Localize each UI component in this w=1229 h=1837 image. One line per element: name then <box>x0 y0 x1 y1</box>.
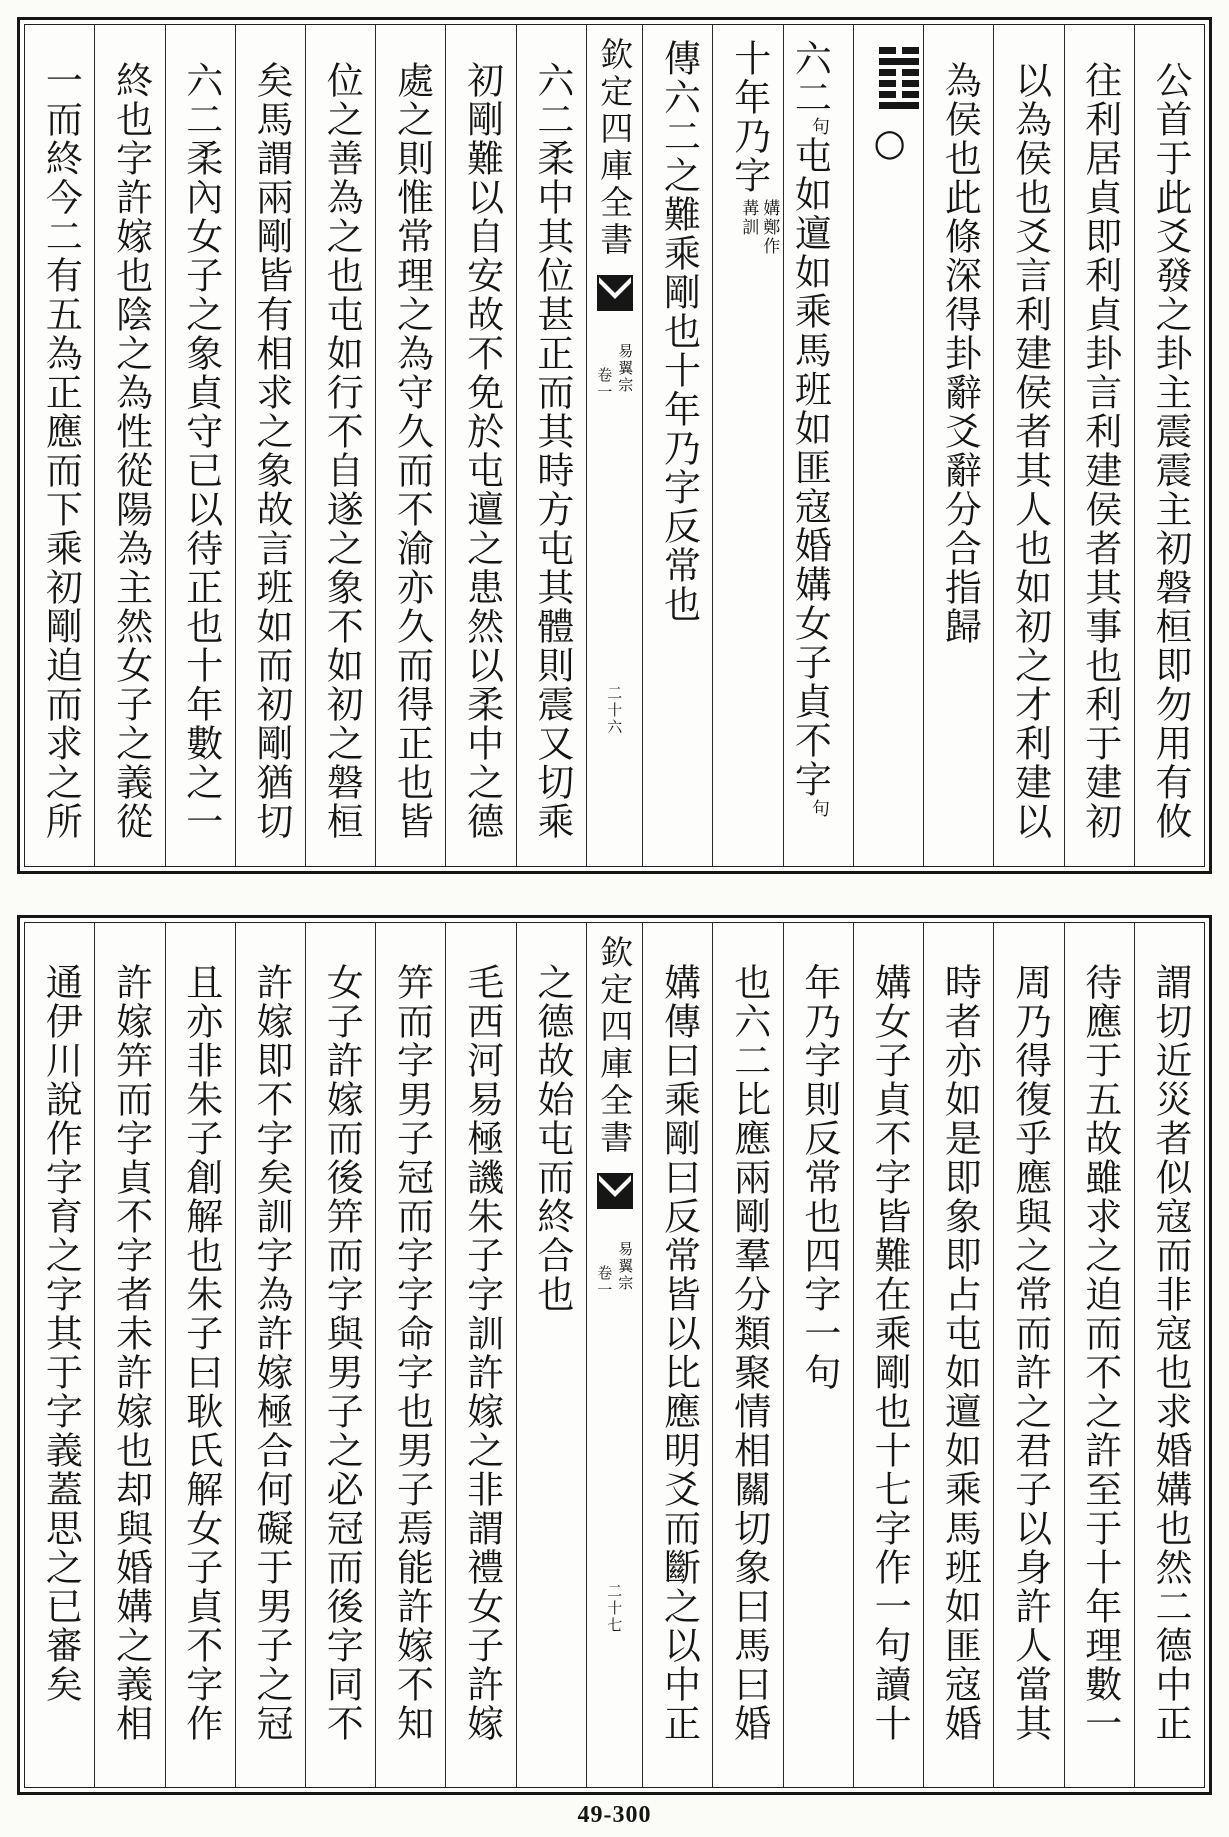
text-column <box>516 25 586 866</box>
column-text <box>1065 963 1134 1743</box>
margin-subtitle <box>587 343 642 423</box>
column-text <box>854 47 923 166</box>
column-text <box>784 963 853 1392</box>
column-text <box>376 963 445 1743</box>
text-segment: 媾女子貞不字皆難在乘剛也十七字作一句讀十 <box>868 963 912 1743</box>
margin-column <box>586 923 642 1787</box>
column-text <box>446 963 515 1743</box>
text-column <box>516 923 586 1787</box>
text-column <box>993 25 1063 866</box>
text-column <box>305 25 375 866</box>
column-text <box>643 963 712 1743</box>
column-text <box>236 963 305 1743</box>
text-segment: 傳六二之難乘剛也十年乃字反常也 <box>657 39 701 624</box>
text-segment: 也六二比應兩剛羣分類聚情相關切象曰馬曰婚 <box>727 963 771 1743</box>
text-column <box>1134 923 1204 1787</box>
margin-title: 欽定四庫全書 <box>595 37 635 259</box>
text-segment: 年乃字則反常也四字一句 <box>797 963 841 1392</box>
fish-tail-mark-icon <box>595 1173 635 1211</box>
text-segment: 終也字許嫁也陰之為性從陽為主然女子之義從 <box>109 61 153 841</box>
column-text <box>25 963 94 1704</box>
text-column <box>783 923 853 1787</box>
column-text <box>1135 963 1204 1743</box>
column-text <box>1135 61 1204 841</box>
column-text <box>643 39 712 624</box>
column-text <box>924 963 993 1743</box>
text-segment: 矣馬謂兩剛皆有相求之象故言班如而初剛猶切 <box>250 61 293 841</box>
column-text <box>306 61 375 841</box>
text-column <box>712 25 782 866</box>
text-column <box>853 25 923 866</box>
text-column <box>94 25 164 866</box>
margin-title: 欽定四庫全書 <box>595 935 635 1157</box>
text-column <box>165 25 235 866</box>
interlinear-note: 句 <box>808 799 830 818</box>
interlinear-note: 句 <box>808 117 830 136</box>
double-line-annotation <box>737 199 779 256</box>
page-panel-top <box>17 17 1212 874</box>
text-segment: 處之則惟常理之為守久而不渝亦久而得正也皆 <box>390 61 434 841</box>
text-segment: 且亦非朱子創解也朱子曰耿氏解女子貞不字作 <box>179 963 223 1743</box>
text-segment: ○ <box>868 121 912 166</box>
column-text <box>517 61 586 841</box>
text-column <box>783 25 853 866</box>
text-segment: 時者亦如是即象即占屯如邅如乘馬班如匪寇婚 <box>938 963 982 1743</box>
column-text <box>713 39 782 256</box>
text-column <box>1064 923 1134 1787</box>
text-segment: 往利居貞即利貞卦言利建侯者其事也利于建初 <box>1078 61 1122 841</box>
text-column <box>923 923 993 1787</box>
footer-page-code: 49-300 <box>577 1802 652 1828</box>
margin-book-title: 易翼宗 <box>616 343 635 394</box>
annotation-line: 媾鄭作 <box>759 199 780 256</box>
column-text <box>376 61 445 841</box>
text-segment: 六二柔中其位甚正而其時方屯其體則震又切乘 <box>530 61 574 841</box>
column-text <box>1065 61 1134 841</box>
column-text <box>446 61 515 841</box>
column-text <box>25 61 94 841</box>
text-column <box>25 923 94 1787</box>
text-column <box>375 923 445 1787</box>
column-text <box>166 963 235 1743</box>
column-text <box>166 61 235 841</box>
text-segment: 待應于五故雖求之迫而不之許至于十年理數一 <box>1078 963 1122 1743</box>
text-segment: 謂切近災者似寇而非寇也求婚媾也然二德中正 <box>1149 963 1192 1743</box>
text-column <box>305 923 375 1787</box>
column-grid <box>24 922 1205 1788</box>
margin-volume: 卷一 <box>595 1265 614 1299</box>
text-segment: 之德故始屯而終合也 <box>530 963 574 1314</box>
margin-page-number: 二十七 <box>605 1583 624 1634</box>
column-grid <box>24 24 1205 867</box>
text-column <box>993 923 1063 1787</box>
column-text <box>306 963 375 1743</box>
text-segment: 通伊川說作字育之字其于字義蓋思之已審矣 <box>39 963 83 1704</box>
margin-volume: 卷一 <box>595 367 614 401</box>
text-column <box>1064 25 1134 866</box>
fish-tail-mark-icon <box>595 275 635 313</box>
text-column <box>235 25 305 866</box>
column-text <box>994 963 1063 1743</box>
annotation-line: 冓訓 <box>738 199 759 237</box>
text-segment: 女子許嫁而後笄而字與男子之必冠而後字同不 <box>320 963 364 1743</box>
text-column <box>712 923 782 1787</box>
margin-book-title: 易翼宗 <box>616 1241 635 1292</box>
text-column <box>923 25 993 866</box>
text-segment: 毛西河易極譏朱子字訓許嫁之非謂禮女子許嫁 <box>460 963 504 1743</box>
text-segment: 屯如邅如乘馬班如匪寇婚媾女子貞不字 <box>788 136 832 799</box>
text-column <box>94 923 164 1787</box>
text-column <box>1134 25 1204 866</box>
text-segment: 六二柔內女子之象貞守已以待正也十年數之一 <box>179 61 223 841</box>
column-text <box>713 963 782 1743</box>
column-text <box>236 61 305 841</box>
column-text <box>994 61 1063 841</box>
column-text <box>517 963 586 1314</box>
text-segment: 六二 <box>788 39 832 117</box>
text-segment: 許嫁笄而字貞不字者未許嫁也却與婚媾之義相 <box>109 963 153 1743</box>
margin-page-number: 二十六 <box>605 685 624 736</box>
text-segment: 以為侯也爻言利建侯者其人也如初之才利建以 <box>1008 61 1052 841</box>
column-text <box>784 39 853 818</box>
text-column <box>445 923 515 1787</box>
text-column <box>165 923 235 1787</box>
column-text <box>95 963 164 1743</box>
margin-column <box>586 25 642 866</box>
text-segment: 許嫁即不字矣訓字為許嫁極合何礙于男子之冠 <box>250 963 293 1743</box>
hexagram-zhun-icon <box>879 47 919 111</box>
column-text <box>95 61 164 841</box>
text-column <box>25 25 94 866</box>
text-column <box>642 25 712 866</box>
text-segment: 為侯也此條深得卦辭爻辭分合指歸 <box>938 61 982 646</box>
text-segment: 媾傳曰乘剛曰反常皆以比應明爻而斷之以中正 <box>657 963 701 1743</box>
text-column <box>642 923 712 1787</box>
column-text <box>854 963 923 1743</box>
text-column <box>375 25 445 866</box>
text-segment: 十年乃字 <box>727 39 771 195</box>
text-segment: 位之善為之也屯如行不自遂之象不如初之磐桓 <box>320 61 364 841</box>
text-segment: 初剛難以自安故不免於屯邅之患然以柔中之德 <box>460 61 504 841</box>
text-segment: 一而終今二有五為正應而下乘初剛迫而求之所 <box>39 61 83 841</box>
column-text <box>924 61 993 646</box>
text-column <box>445 25 515 866</box>
text-column <box>235 923 305 1787</box>
text-segment: 公首于此爻發之卦主震震主初磐桓即勿用有攸 <box>1149 61 1192 841</box>
text-segment: 周乃得復乎應與之常而許之君子以身許人當其 <box>1008 963 1052 1743</box>
page-panel-bottom <box>17 915 1212 1795</box>
text-column <box>853 923 923 1787</box>
margin-subtitle <box>587 1241 642 1321</box>
text-segment: 笄而字男子冠而字字命字也男子焉能許嫁不知 <box>390 963 434 1743</box>
